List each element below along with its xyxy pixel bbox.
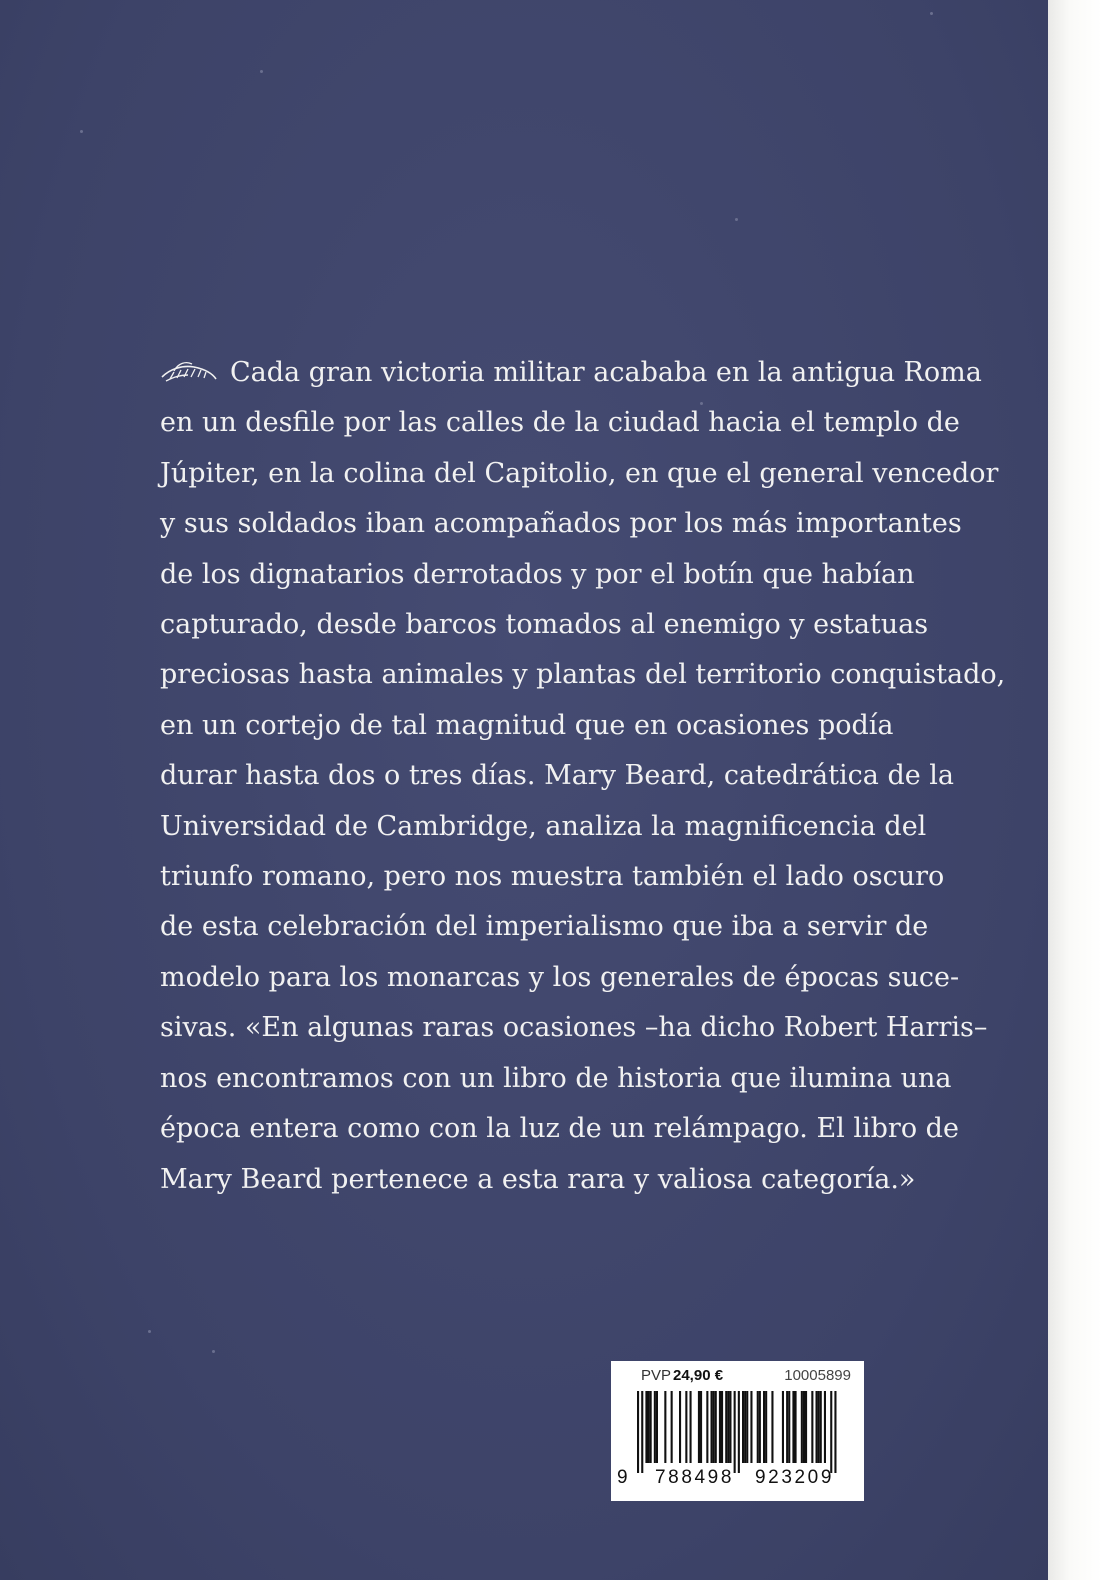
barcode-bar: [671, 1391, 673, 1463]
barcode-bar: [698, 1391, 700, 1463]
blurb-line: triunfo romano, pero nos muestra también el lado oscuro: [160, 861, 945, 893]
blurb-line: Júpiter, en la colina del Capitolio, en que el general vencedor: [160, 457, 999, 489]
barcode-bar: [765, 1391, 767, 1463]
barcode-bar: [801, 1391, 803, 1463]
barcode-bar: [690, 1391, 692, 1463]
barcode-bar: [721, 1391, 723, 1463]
barcode-bar: [820, 1391, 822, 1463]
barcode-bar: [824, 1391, 826, 1463]
barcode-bar: [803, 1391, 805, 1463]
barcode-bar: [771, 1391, 773, 1463]
blurb-line: de esta celebración del imperialismo que iba a servir de: [160, 911, 929, 943]
barcode-bar: [792, 1391, 794, 1463]
blurb-line: Universidad de Cambridge, analiza la magnificencia del: [160, 810, 927, 842]
isbn-first-digit: 9: [617, 1467, 628, 1488]
blurb-line: de los dignatarios derrotados y por el botín que habían: [160, 558, 915, 590]
isbn-left-group: 788498: [655, 1467, 735, 1488]
barcode-bar: [763, 1391, 765, 1463]
barcode-bar: [711, 1391, 713, 1463]
barcode-bar: [816, 1391, 818, 1463]
blurb-line: Cada gran victoria militar acababa en la antigua Roma: [160, 348, 866, 398]
print-fleck: [735, 218, 738, 221]
barcode-bar: [725, 1391, 727, 1463]
barcode-bar: [685, 1391, 687, 1463]
price-row: [641, 1367, 857, 1387]
barcode-bar: [746, 1391, 748, 1463]
blurb-line: en un desfile por las calles de la ciudad hacia el templo de: [160, 407, 960, 439]
print-fleck: [212, 1350, 215, 1353]
barcode-bar: [679, 1391, 681, 1463]
barcode-bar: [757, 1391, 759, 1463]
page-edge: [1048, 0, 1102, 1580]
barcode-bar: [818, 1391, 820, 1463]
price-amount: 24,90 €: [673, 1367, 724, 1384]
barcode-bar: [782, 1391, 784, 1463]
barcode-bar: [715, 1391, 717, 1463]
barcode-bar: [727, 1391, 729, 1463]
blurb-line: preciosas hasta animales y plantas del territorio conquistado,: [160, 659, 1006, 691]
barcode-guard-bar: [641, 1391, 643, 1473]
barcode-bar: [744, 1391, 746, 1463]
barcode-guard-bar: [830, 1391, 832, 1473]
leaf-ornament-icon: [160, 361, 218, 383]
barcode-bar: [750, 1391, 752, 1463]
blurb-line: durar hasta dos o tres días. Mary Beard, catedrática de la: [160, 760, 955, 792]
price-barcode-label: [611, 1361, 864, 1501]
pvp-label: PVP: [641, 1367, 672, 1384]
barcode-bar: [729, 1391, 731, 1463]
blurb-line: sivas. «En algunas raras ocasiones –ha dicho Robert Harris–: [160, 1012, 988, 1044]
barcode-guard-bar: [834, 1391, 836, 1473]
barcode-bar: [656, 1391, 658, 1463]
barcode-bar: [648, 1391, 650, 1463]
blurb-line: en un cortejo de tal magnitud que en ocasiones podía: [160, 709, 894, 741]
barcode-bar: [805, 1391, 807, 1463]
blurb-line: capturado, desde barcos tomados al enemigo y estatuas: [160, 609, 929, 641]
blurb-line: nos encontramos con un libro de historia que ilumina una: [160, 1062, 952, 1094]
barcode-bar: [706, 1391, 708, 1463]
blurb-line: época entera como con la luz de un relámpago. El libro de: [160, 1113, 959, 1145]
blurb-line: Mary Beard pertenece a esta rara y valiosa categoría.»: [160, 1163, 916, 1195]
blurb-line: modelo para los monarcas y los generales de épocas suce-: [160, 961, 960, 993]
print-fleck: [930, 12, 933, 15]
barcode-bar: [664, 1391, 666, 1463]
barcode-bar: [654, 1391, 656, 1463]
barcode-bar: [719, 1391, 721, 1463]
barcode-guard-bar: [637, 1391, 639, 1473]
barcode-bar: [811, 1391, 813, 1463]
product-code: 10005899: [784, 1367, 851, 1384]
barcode-bar: [786, 1391, 788, 1463]
barcode-guard-bar: [734, 1391, 736, 1473]
print-fleck: [148, 1330, 151, 1333]
print-fleck: [260, 70, 263, 73]
isbn-digits: [617, 1467, 857, 1491]
barcode-bar: [713, 1391, 715, 1463]
print-fleck: [80, 130, 83, 133]
barcode-bar: [742, 1391, 744, 1463]
isbn-right-group: 923209: [755, 1467, 835, 1488]
barcode-guard-bar: [738, 1391, 740, 1473]
blurb-line: y sus soldados iban acompañados por los más importantes: [160, 508, 962, 540]
ean-barcode: [637, 1391, 841, 1473]
barcode-bar: [700, 1391, 702, 1463]
barcode-bar: [759, 1391, 761, 1463]
barcode-bar: [788, 1391, 790, 1463]
blurb-text: [160, 348, 1006, 1205]
barcode-bar: [795, 1391, 797, 1463]
barcode-bar: [650, 1391, 652, 1463]
barcode-bar: [645, 1391, 647, 1463]
